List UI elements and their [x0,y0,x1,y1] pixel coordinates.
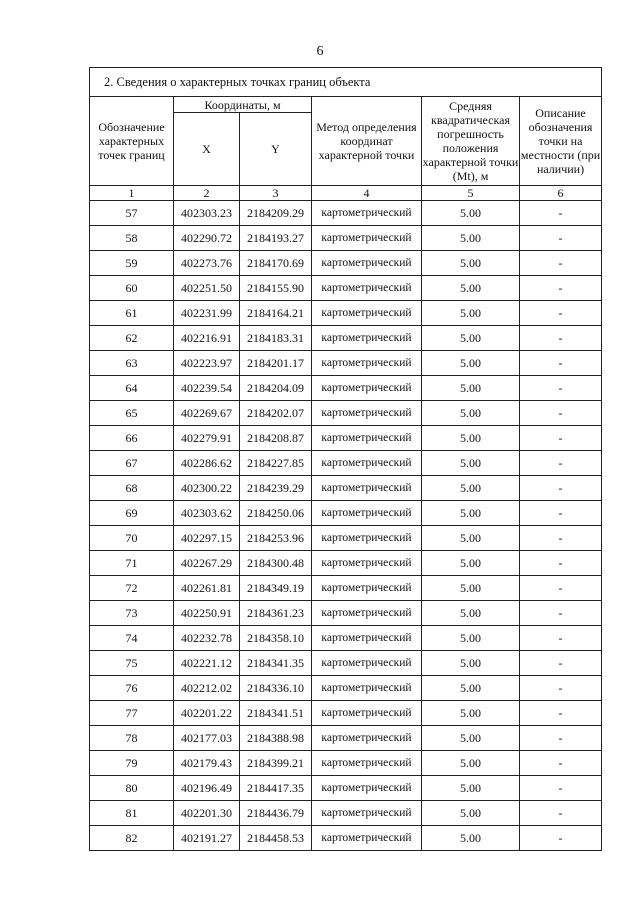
accuracy-cell: 5.00 [422,676,520,701]
description-cell: - [520,801,602,826]
y-coordinate-cell: 2184341.51 [240,701,312,726]
description-cell: - [520,376,602,401]
column-number: 6 [520,186,602,201]
description-cell: - [520,726,602,751]
accuracy-cell: 5.00 [422,826,520,851]
y-coordinate-cell: 2184204.09 [240,376,312,401]
accuracy-cell: 5.00 [422,576,520,601]
x-coordinate-cell: 402273.76 [174,251,240,276]
point-number-cell: 76 [90,676,174,701]
y-coordinate-cell: 2184336.10 [240,676,312,701]
table-row [90,426,602,451]
method-cell: картометрический [312,651,422,676]
accuracy-cell: 5.00 [422,451,520,476]
point-number-cell: 68 [90,476,174,501]
point-number-cell: 78 [90,726,174,751]
column-number: 4 [312,186,422,201]
point-number-cell: 70 [90,526,174,551]
method-cell: картометрический [312,326,422,351]
header-method: Метод определения координат характерной точки [312,97,422,186]
accuracy-cell: 5.00 [422,426,520,451]
method-cell: картометрический [312,626,422,651]
header-y: Y [240,113,312,186]
y-coordinate-cell: 2184164.21 [240,301,312,326]
table-row [90,251,602,276]
page-number: 6 [316,44,324,59]
description-cell: - [520,676,602,701]
table-row [90,501,602,526]
description-cell: - [520,626,602,651]
y-coordinate-cell: 2184253.96 [240,526,312,551]
x-coordinate-cell: 402191.27 [174,826,240,851]
accuracy-cell: 5.00 [422,501,520,526]
method-cell: картометрический [312,226,422,251]
y-coordinate-cell: 2184300.48 [240,551,312,576]
point-number-cell: 82 [90,826,174,851]
description-cell: - [520,251,602,276]
x-coordinate-cell: 402250.91 [174,601,240,626]
table-row [90,626,602,651]
accuracy-cell: 5.00 [422,726,520,751]
method-cell: картометрический [312,676,422,701]
method-cell: картометрический [312,701,422,726]
x-coordinate-cell: 402297.15 [174,526,240,551]
point-number-cell: 57 [90,201,174,226]
accuracy-cell: 5.00 [422,326,520,351]
table-row [90,301,602,326]
description-cell: - [520,426,602,451]
x-coordinate-cell: 402303.62 [174,501,240,526]
point-number-cell: 58 [90,226,174,251]
header-description: Описание обозначения точки на местности (при наличии) [520,97,602,186]
description-cell: - [520,526,602,551]
description-cell: - [520,576,602,601]
accuracy-cell: 5.00 [422,701,520,726]
description-cell: - [520,326,602,351]
point-number-cell: 63 [90,351,174,376]
accuracy-cell: 5.00 [422,376,520,401]
accuracy-cell: 5.00 [422,801,520,826]
x-coordinate-cell: 402269.67 [174,401,240,426]
method-cell: картометрический [312,576,422,601]
method-cell: картометрический [312,501,422,526]
table-row [90,201,602,226]
description-cell: - [520,501,602,526]
point-number-cell: 59 [90,251,174,276]
description-cell: - [520,451,602,476]
point-number-cell: 61 [90,301,174,326]
x-coordinate-cell: 402201.22 [174,701,240,726]
table-row [90,751,602,776]
point-number-cell: 81 [90,801,174,826]
x-coordinate-cell: 402201.30 [174,801,240,826]
point-number-cell: 69 [90,501,174,526]
x-coordinate-cell: 402251.50 [174,276,240,301]
y-coordinate-cell: 2184417.35 [240,776,312,801]
table-row [90,801,602,826]
table-row [90,326,602,351]
point-number-cell: 73 [90,601,174,626]
point-number-cell: 71 [90,551,174,576]
description-cell: - [520,401,602,426]
x-coordinate-cell: 402179.43 [174,751,240,776]
point-number-cell: 62 [90,326,174,351]
x-coordinate-cell: 402286.62 [174,451,240,476]
x-coordinate-cell: 402223.97 [174,351,240,376]
description-cell: - [520,776,602,801]
table-row [90,401,602,426]
method-cell: картометрический [312,776,422,801]
method-cell: картометрический [312,551,422,576]
y-coordinate-cell: 2184208.87 [240,426,312,451]
method-cell: картометрический [312,276,422,301]
table-row [90,826,602,851]
description-cell: - [520,226,602,251]
x-coordinate-cell: 402216.91 [174,326,240,351]
y-coordinate-cell: 2184388.98 [240,726,312,751]
y-coordinate-cell: 2184202.07 [240,401,312,426]
x-coordinate-cell: 402279.91 [174,426,240,451]
accuracy-cell: 5.00 [422,626,520,651]
y-coordinate-cell: 2184201.17 [240,351,312,376]
method-cell: картометрический [312,751,422,776]
accuracy-cell: 5.00 [422,401,520,426]
description-cell: - [520,601,602,626]
accuracy-cell: 5.00 [422,351,520,376]
method-cell: картометрический [312,201,422,226]
accuracy-cell: 5.00 [422,301,520,326]
point-number-cell: 67 [90,451,174,476]
point-number-cell: 75 [90,651,174,676]
boundary-points-table [89,67,602,851]
description-cell: - [520,701,602,726]
header-accuracy: Средняя квадратическая погрешность положения характерной точки (Mt), м [422,97,520,186]
x-coordinate-cell: 402290.72 [174,226,240,251]
y-coordinate-cell: 2184436.79 [240,801,312,826]
point-number-cell: 64 [90,376,174,401]
table-row [90,551,602,576]
method-cell: картометрический [312,601,422,626]
table-row [90,601,602,626]
table-row [90,476,602,501]
point-number-cell: 80 [90,776,174,801]
x-coordinate-cell: 402177.03 [174,726,240,751]
header-point-designation: Обозначение характерных точек границ [90,97,174,186]
accuracy-cell: 5.00 [422,201,520,226]
x-coordinate-cell: 402300.22 [174,476,240,501]
point-number-cell: 65 [90,401,174,426]
description-cell: - [520,276,602,301]
point-number-cell: 72 [90,576,174,601]
y-coordinate-cell: 2184358.10 [240,626,312,651]
method-cell: картометрический [312,801,422,826]
table-row [90,651,602,676]
y-coordinate-cell: 2184341.35 [240,651,312,676]
x-coordinate-cell: 402267.29 [174,551,240,576]
table-row [90,376,602,401]
accuracy-cell: 5.00 [422,226,520,251]
column-number: 2 [174,186,240,201]
accuracy-cell: 5.00 [422,476,520,501]
y-coordinate-cell: 2184349.19 [240,576,312,601]
point-number-cell: 60 [90,276,174,301]
table-row [90,451,602,476]
point-number-cell: 74 [90,626,174,651]
table-row [90,526,602,551]
x-coordinate-cell: 402239.54 [174,376,240,401]
x-coordinate-cell: 402212.02 [174,676,240,701]
y-coordinate-cell: 2184183.31 [240,326,312,351]
description-cell: - [520,476,602,501]
y-coordinate-cell: 2184361.23 [240,601,312,626]
y-coordinate-cell: 2184193.27 [240,226,312,251]
section-title: 2. Сведения о характерных точках границ объекта [90,68,602,97]
point-number-cell: 79 [90,751,174,776]
table-row [90,726,602,751]
x-coordinate-cell: 402196.49 [174,776,240,801]
point-number-cell: 77 [90,701,174,726]
accuracy-cell: 5.00 [422,651,520,676]
point-number-cell: 66 [90,426,174,451]
accuracy-cell: 5.00 [422,751,520,776]
method-cell: картометрический [312,376,422,401]
accuracy-cell: 5.00 [422,276,520,301]
method-cell: картометрический [312,251,422,276]
accuracy-cell: 5.00 [422,776,520,801]
method-cell: картометрический [312,426,422,451]
method-cell: картометрический [312,301,422,326]
column-number: 1 [90,186,174,201]
description-cell: - [520,201,602,226]
header-coordinates: Координаты, м [174,97,312,113]
y-coordinate-cell: 2184399.21 [240,751,312,776]
accuracy-cell: 5.00 [422,251,520,276]
y-coordinate-cell: 2184155.90 [240,276,312,301]
table-row [90,226,602,251]
description-cell: - [520,826,602,851]
table-body [90,201,602,851]
x-coordinate-cell: 402303.23 [174,201,240,226]
table-row [90,701,602,726]
x-coordinate-cell: 402231.99 [174,301,240,326]
table-row [90,676,602,701]
y-coordinate-cell: 2184250.06 [240,501,312,526]
table-row [90,351,602,376]
method-cell: картометрический [312,451,422,476]
header-x: X [174,113,240,186]
description-cell: - [520,301,602,326]
description-cell: - [520,651,602,676]
table-row [90,776,602,801]
method-cell: картометрический [312,526,422,551]
method-cell: картометрический [312,726,422,751]
method-cell: картометрический [312,401,422,426]
column-number: 5 [422,186,520,201]
y-coordinate-cell: 2184458.53 [240,826,312,851]
y-coordinate-cell: 2184170.69 [240,251,312,276]
x-coordinate-cell: 402261.81 [174,576,240,601]
method-cell: картометрический [312,826,422,851]
method-cell: картометрический [312,476,422,501]
x-coordinate-cell: 402232.78 [174,626,240,651]
description-cell: - [520,351,602,376]
accuracy-cell: 5.00 [422,526,520,551]
y-coordinate-cell: 2184209.29 [240,201,312,226]
x-coordinate-cell: 402221.12 [174,651,240,676]
y-coordinate-cell: 2184227.85 [240,451,312,476]
table-row [90,276,602,301]
description-cell: - [520,751,602,776]
description-cell: - [520,551,602,576]
method-cell: картометрический [312,351,422,376]
y-coordinate-cell: 2184239.29 [240,476,312,501]
table-row [90,576,602,601]
accuracy-cell: 5.00 [422,551,520,576]
accuracy-cell: 5.00 [422,601,520,626]
column-number: 3 [240,186,312,201]
